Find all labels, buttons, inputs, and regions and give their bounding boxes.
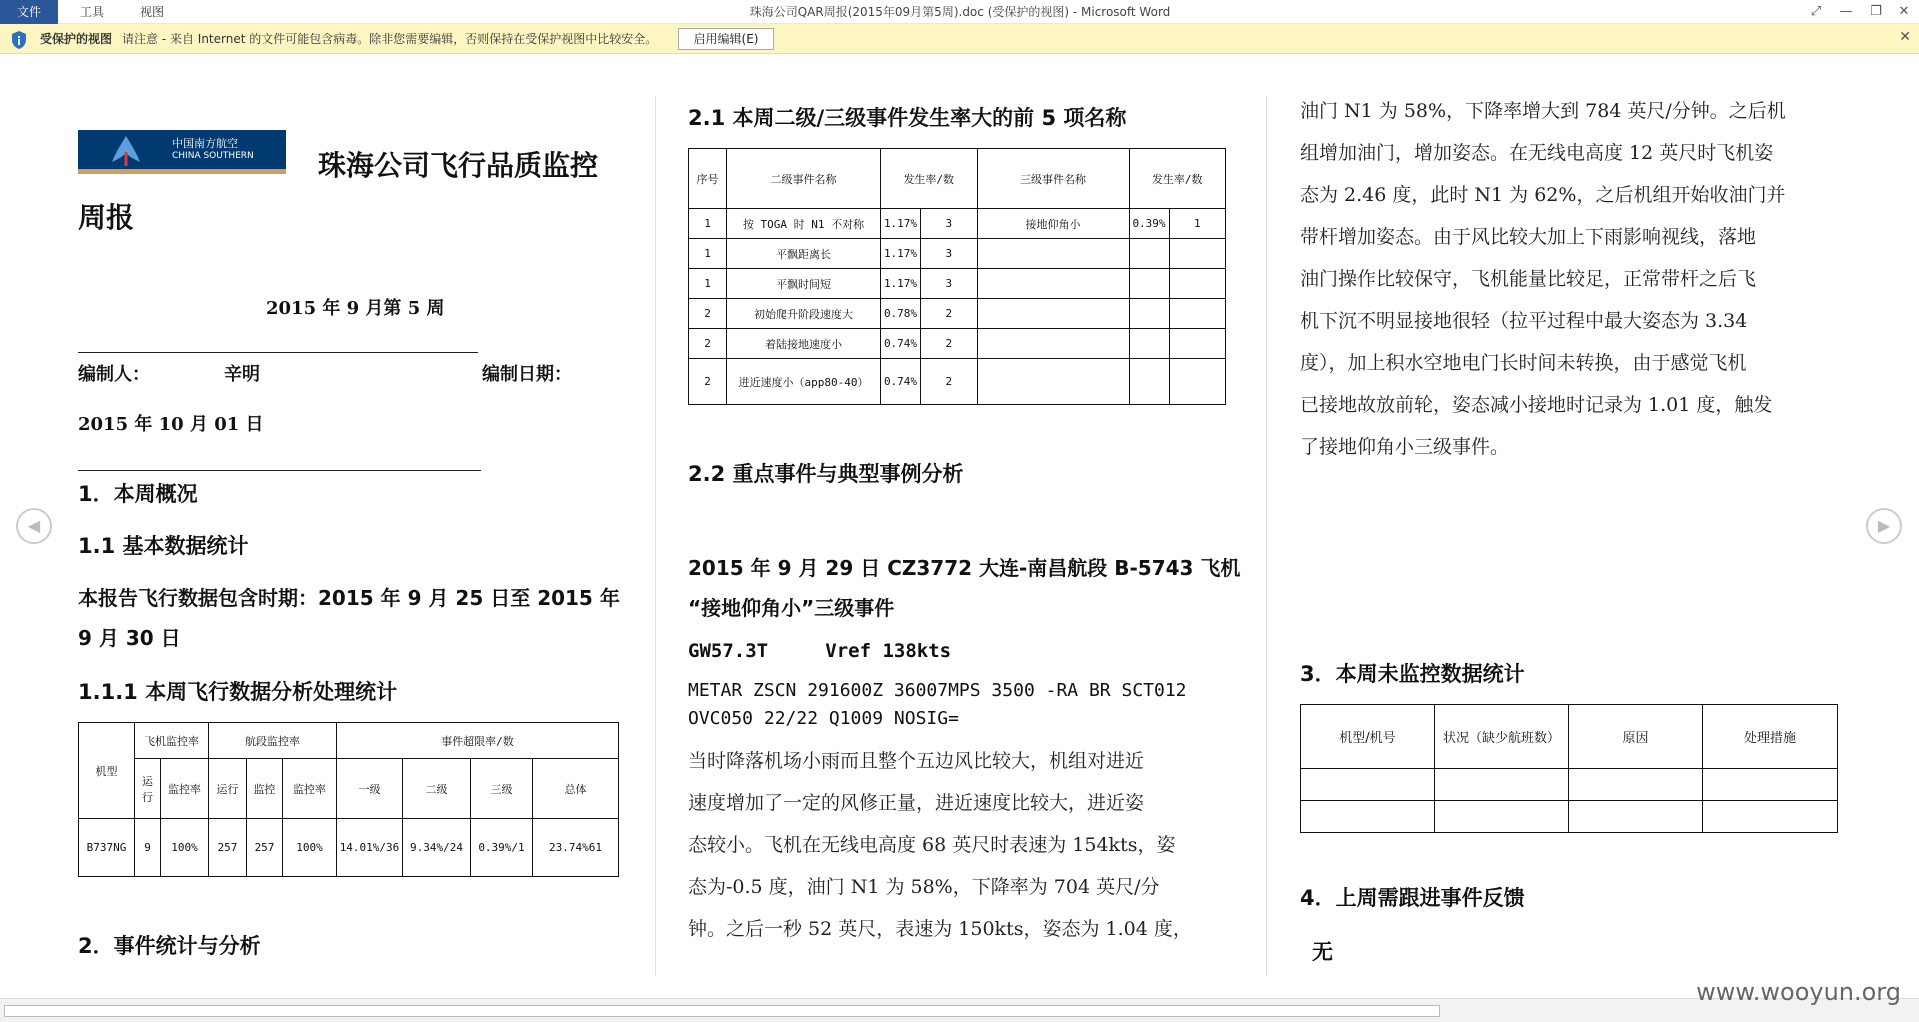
header-model: 机型 — [79, 723, 135, 819]
body-line: 当时降落机场小雨而且整个五边风比较大，机组对进近 — [688, 750, 1145, 772]
section-1-heading: 1．本周概况 — [78, 482, 198, 506]
empty-cell — [1435, 769, 1569, 801]
case-body — [688, 740, 1233, 950]
body-line: 了接地仰角小三级事件。 — [1300, 436, 1510, 458]
case-title: 2015 年 9 月 29 日 CZ3772 大连-南昌航段 B-5743 飞机 — [688, 556, 1241, 580]
window-title: 珠海公司QAR周报(2015年09月第5周).doc (受保护的视图) - Microsoft Word — [749, 5, 1171, 19]
kapok-flower-icon — [106, 132, 146, 168]
header-leg-run: 运行 — [209, 759, 247, 819]
case-title-cont: “接地仰角小”三级事件 — [688, 596, 895, 620]
body-line: 态为-0.5 度，油门 N1 为 58%，下降率为 704 英尺/分 — [688, 876, 1160, 898]
cell-leg-rate: 100% — [283, 819, 337, 877]
body-line: 速度增加了一定的风修正量，进近速度比较大，进近姿 — [688, 792, 1145, 814]
gw-vref: GW57.3T Vref 138kts — [688, 640, 952, 662]
header-l3-rate: 发生率/数 — [1129, 149, 1226, 209]
restore-button[interactable]: ❐ — [1870, 4, 1882, 19]
cell-rate: 0.74% — [881, 329, 921, 359]
cell-l3count — [1169, 239, 1226, 269]
cell-rate: 1.17% — [881, 239, 921, 269]
cell-count: 3 — [921, 239, 978, 269]
status-bar — [0, 998, 1919, 1022]
body-line: 态较小。飞机在无线电高度 68 英尺时表速为 154kts，姿 — [688, 834, 1176, 856]
body-line: 度），加上积水空地电门长时间未转换，由于感觉飞机 — [1300, 352, 1747, 374]
cell-count: 2 — [921, 299, 978, 329]
body-line: 钟。之后一秒 52 英尺，表速为 150kts，姿态为 1.04 度， — [688, 918, 1192, 940]
header-level3: 三级 — [471, 759, 533, 819]
cell-l3name — [977, 299, 1129, 329]
cell-level1: 14.01%/36 — [337, 819, 403, 877]
table-row — [689, 329, 1226, 359]
section-2-2-heading: 2.2 重点事件与典型事例分析 — [688, 462, 964, 486]
table-row — [689, 359, 1226, 405]
section-4-heading: 4．上周需跟进事件反馈 — [1300, 886, 1525, 910]
unmonitored-table — [1300, 704, 1838, 833]
body-line: 油门 N1 为 58%，下降率增大到 784 英尺/分钟。之后机 — [1300, 100, 1786, 122]
cell-rate: 1.17% — [881, 269, 921, 299]
cell-l3rate — [1129, 239, 1169, 269]
case-body-cont — [1300, 90, 1845, 468]
metar-line1: METAR ZSCN 291600Z 36007MPS 3500 -RA BR SCT012 — [688, 680, 1187, 701]
logo-text-en: CHINA SOUTHERN — [172, 151, 254, 161]
cell-name: 进近速度小（app80-40） — [727, 359, 881, 405]
table-row — [689, 239, 1226, 269]
cell-l3name — [977, 269, 1129, 299]
header-reason: 原因 — [1569, 705, 1703, 769]
header-l3-name: 三级事件名称 — [977, 149, 1129, 209]
empty-cell — [1703, 801, 1838, 833]
section-2-1-heading: 2.1 本周二级/三级事件发生率大的前 5 项名称 — [688, 106, 1127, 130]
header-action: 处理措施 — [1703, 705, 1838, 769]
cell-l3name: 接地仰角小 — [977, 209, 1129, 239]
header-level1: 一级 — [337, 759, 403, 819]
title-bar — [0, 0, 1919, 24]
close-window-button[interactable]: ✕ — [1898, 4, 1910, 19]
cell-name: 按 TOGA 时 N1 不对称 — [727, 209, 881, 239]
date-label: 编制日期： — [482, 364, 572, 385]
cell-l3rate — [1129, 269, 1169, 299]
table-row — [689, 269, 1226, 299]
section-2-heading: 2．事件统计与分析 — [78, 934, 261, 958]
editor-label: 编制人： — [78, 364, 150, 385]
top5-events-table — [688, 148, 1226, 405]
cell-l3count — [1169, 269, 1226, 299]
underline — [78, 470, 481, 471]
report-week: 2015 年 9 月第 5 周 — [266, 298, 445, 319]
page-column-3 — [1300, 54, 1845, 984]
menu-tools[interactable]: 工具 — [79, 5, 104, 19]
cell-l3rate — [1129, 299, 1169, 329]
cell-leg-run: 257 — [209, 819, 247, 877]
cell-no: 2 — [689, 359, 727, 405]
empty-cell — [1569, 769, 1703, 801]
table-row — [689, 209, 1226, 239]
cell-leg-monitor: 257 — [247, 819, 283, 877]
cell-l3rate — [1129, 329, 1169, 359]
cell-count: 2 — [921, 329, 978, 359]
cell-l3count — [1169, 329, 1226, 359]
cell-name: 平飘时间短 — [727, 269, 881, 299]
empty-cell — [1569, 801, 1703, 833]
cell-l3count — [1169, 359, 1226, 405]
body-line: 机下沉不明显接地很轻（拉平过程中最大姿态为 3.34 — [1300, 310, 1748, 332]
body-line: 态为 2.46 度，此时 N1 为 62%，之后机组开始收油门并 — [1300, 184, 1786, 206]
cell-model: B737NG — [79, 819, 135, 877]
report-period-cont: 9 月 30 日 — [78, 626, 181, 650]
cell-l3rate: 0.39% — [1129, 209, 1169, 239]
minimize-button[interactable]: — — [1839, 4, 1853, 19]
page-column-2 — [688, 54, 1241, 984]
cell-name: 平飘距离长 — [727, 239, 881, 269]
flight-data-table — [78, 722, 619, 877]
header-aircraft-monitor: 飞机监控率 — [135, 723, 209, 759]
header-leg-monitor-count: 监控 — [247, 759, 283, 819]
underline — [78, 352, 478, 353]
none-text: 无 — [1312, 940, 1333, 964]
header-status: 状况（缺少航班数） — [1435, 705, 1569, 769]
cell-rate: 100% — [161, 819, 209, 877]
empty-cell — [1703, 769, 1838, 801]
section-1-1-1-heading: 1.1.1 本周飞行数据分析处理统计 — [78, 680, 398, 704]
enable-editing-button[interactable]: 启用编辑(E) — [678, 28, 774, 50]
protected-view-title: 受保护的视图 — [40, 32, 113, 46]
table-row — [689, 299, 1226, 329]
header-run: 运行 — [135, 759, 161, 819]
cell-level3: 0.39%/1 — [471, 819, 533, 877]
header-l2-rate: 发生率/数 — [881, 149, 978, 209]
logo-text-cn: 中国南方航空 — [172, 137, 238, 150]
body-line: 带杆增加姿态。由于风比较大加上下雨影响视线，落地 — [1300, 226, 1757, 248]
cell-total: 23.74%61 — [533, 819, 619, 877]
date-value: 2015 年 10 月 01 日 — [78, 414, 264, 435]
doc-title-line2: 周报 — [78, 201, 135, 234]
cell-level2: 9.34%/24 — [403, 819, 471, 877]
body-line: 组增加油门，增加姿态。在无线电高度 12 英尺时飞机姿 — [1300, 142, 1774, 164]
body-line: 油门操作比较保守，飞机能量比较足，正常带杆之后飞 — [1300, 268, 1757, 290]
cell-rate: 0.74% — [881, 359, 921, 405]
cell-run: 9 — [135, 819, 161, 877]
cell-l3name — [977, 329, 1129, 359]
cell-l3name — [977, 359, 1129, 405]
cell-name: 着陆接地速度小 — [727, 329, 881, 359]
header-monitor-rate: 监控率 — [161, 759, 209, 819]
cell-count: 3 — [921, 269, 978, 299]
report-period: 本报告飞行数据包含时期：2015 年 9 月 25 日至 2015 年 — [78, 586, 620, 610]
horizontal-scrollbar[interactable] — [4, 1005, 1440, 1017]
cell-l3name — [977, 239, 1129, 269]
china-southern-logo — [78, 130, 286, 174]
header-total: 总体 — [533, 759, 619, 819]
protected-view-message: 请注意 - 来自 Internet 的文件可能包含病毒。除非您需要编辑，否则保持在受保护视图中比较安全。 — [122, 32, 658, 46]
cell-count: 3 — [921, 209, 978, 239]
body-line: 已接地故放前轮，姿态减小接地时记录为 1.01 度，触发 — [1300, 394, 1773, 416]
cell-rate: 1.17% — [881, 209, 921, 239]
header-l2-name: 二级事件名称 — [727, 149, 881, 209]
protected-view-bar — [0, 24, 1919, 54]
cell-l3count: 1 — [1169, 209, 1226, 239]
prev-page-icon[interactable]: ◀ — [16, 508, 52, 544]
column-divider — [1266, 96, 1267, 976]
cell-no: 2 — [689, 329, 727, 359]
section-3-heading: 3．本周未监控数据统计 — [1300, 662, 1525, 686]
menu-file[interactable]: 文件 — [0, 0, 58, 24]
empty-cell — [1435, 801, 1569, 833]
header-level2: 二级 — [403, 759, 471, 819]
page-column-1 — [78, 54, 633, 984]
cell-rate: 0.78% — [881, 299, 921, 329]
cell-no: 2 — [689, 299, 727, 329]
next-page-icon[interactable]: ▶ — [1866, 508, 1902, 544]
cell-l3rate — [1129, 359, 1169, 405]
header-no: 序号 — [689, 149, 727, 209]
cell-count: 2 — [921, 359, 978, 405]
menu-view[interactable]: 视图 — [139, 5, 164, 19]
header-leg-rate: 监控率 — [283, 759, 337, 819]
metar-line2: OVC050 22/22 Q1009 NOSIG= — [688, 708, 959, 729]
cell-l3count — [1169, 299, 1226, 329]
editor-name: 辛明 — [224, 364, 260, 385]
column-divider — [655, 96, 656, 976]
shield-icon — [10, 30, 28, 50]
empty-cell — [1301, 769, 1435, 801]
close-bar-icon[interactable]: ✕ — [1899, 29, 1911, 45]
header-leg-monitor: 航段监控率 — [209, 723, 337, 759]
cell-no: 1 — [689, 239, 727, 269]
header-model-no: 机型/机号 — [1301, 705, 1435, 769]
cell-name: 初始爬升阶段速度大 — [727, 299, 881, 329]
cell-no: 1 — [689, 209, 727, 239]
header-event-rate: 事件超限率/数 — [337, 723, 619, 759]
doc-title-line1: 珠海公司飞行品质监控 — [318, 149, 599, 182]
watermark: www.wooyun.org — [1696, 978, 1901, 1006]
section-1-1-heading: 1.1 基本数据统计 — [78, 534, 249, 558]
empty-cell — [1301, 801, 1435, 833]
fullscreen-icon[interactable]: ⤢ — [1810, 4, 1822, 19]
cell-no: 1 — [689, 269, 727, 299]
